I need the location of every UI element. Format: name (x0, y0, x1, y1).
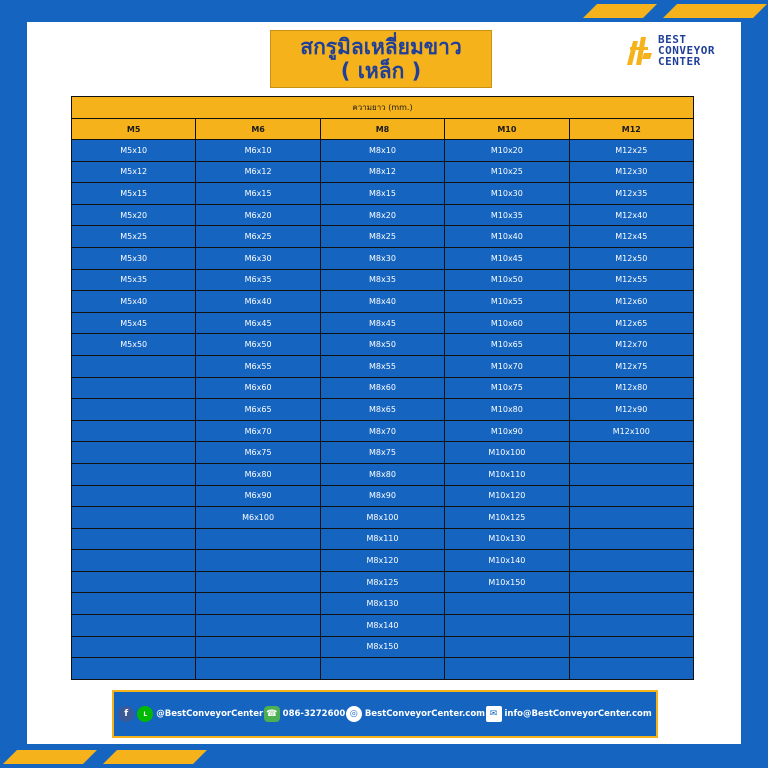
table-row (72, 204, 694, 226)
table-cell: M6x50 (196, 334, 320, 356)
table-cell: M5x12 (72, 161, 196, 183)
table-cell: M5x40 (72, 291, 196, 313)
table-row (72, 442, 694, 464)
table-cell: M8x70 (320, 420, 444, 442)
table-cell (445, 636, 569, 658)
email-contact[interactable] (486, 706, 652, 722)
column-header: M5 (72, 119, 196, 140)
table-cell: M8x110 (320, 528, 444, 550)
social-contact[interactable] (118, 706, 263, 722)
table-cell: M6x75 (196, 442, 320, 464)
social-handle: @BestConveyorCenter (156, 709, 264, 719)
table-cell (72, 485, 196, 507)
column-header: M10 (445, 119, 569, 140)
table-cell (72, 463, 196, 485)
table-cell: M6x12 (196, 161, 320, 183)
table-cell: M10x30 (445, 183, 569, 205)
table-cell: M8x20 (320, 204, 444, 226)
table-cell: M10x80 (445, 399, 569, 421)
table-cell (196, 550, 320, 572)
table-row (72, 593, 694, 615)
table-cell (569, 636, 693, 658)
table-cell: M10x130 (445, 528, 569, 550)
page-title (270, 30, 492, 88)
table-cell: M6x40 (196, 291, 320, 313)
table-cell: M12x60 (569, 291, 693, 313)
table-row (72, 550, 694, 572)
table-row (72, 615, 694, 637)
table-cell: M10x150 (445, 571, 569, 593)
table-row (72, 399, 694, 421)
title-line-1: สกรูมิลเหลี่ยมขาว (300, 35, 462, 59)
table-row (72, 269, 694, 291)
table-cell: M6x20 (196, 204, 320, 226)
table-row (72, 571, 694, 593)
table-cell: M5x25 (72, 226, 196, 248)
table-cell: M6x55 (196, 355, 320, 377)
table-cell (72, 399, 196, 421)
table-cell: M12x100 (569, 420, 693, 442)
table-cell: M6x25 (196, 226, 320, 248)
table-cell: M8x65 (320, 399, 444, 421)
table-cell: M12x35 (569, 183, 693, 205)
table-cell (196, 528, 320, 550)
phone-number: 086-3272600 (282, 709, 346, 719)
table-cell (72, 507, 196, 529)
table-cell: M6x100 (196, 507, 320, 529)
logo-text-conveyor: CONVEYOR (658, 43, 715, 57)
table-row (72, 636, 694, 658)
table-cell: M8x130 (320, 593, 444, 615)
table-cell: M8x125 (320, 571, 444, 593)
table-cell (72, 550, 196, 572)
table-row (72, 355, 694, 377)
table-row (72, 377, 694, 399)
table-cell: M12x25 (569, 140, 693, 162)
table-row (72, 334, 694, 356)
table-cell: M10x140 (445, 550, 569, 572)
stripe-decoration (103, 750, 207, 764)
table-cell: M10x55 (445, 291, 569, 313)
table-cell (569, 615, 693, 637)
table-cell: M8x50 (320, 334, 444, 356)
phone-icon: ☎ (264, 706, 280, 722)
table-cell: M12x65 (569, 312, 693, 334)
logo-text-best: BEST (658, 32, 687, 46)
table-cell (72, 615, 196, 637)
table-cell: M10x75 (445, 377, 569, 399)
table-cell (196, 593, 320, 615)
table-cell: M10x65 (445, 334, 569, 356)
globe-icon: ◎ (346, 706, 362, 722)
table-cell: M10x110 (445, 463, 569, 485)
table-cell (196, 636, 320, 658)
table-cell: M6x60 (196, 377, 320, 399)
table-cell: M8x140 (320, 615, 444, 637)
table-cell: M10x120 (445, 485, 569, 507)
table-cell: M5x50 (72, 334, 196, 356)
table-cell: M12x55 (569, 269, 693, 291)
table-cell: M8x90 (320, 485, 444, 507)
table-cell (569, 528, 693, 550)
table-cell (72, 377, 196, 399)
table-cell: M6x80 (196, 463, 320, 485)
table-cell: M5x45 (72, 312, 196, 334)
table-cell (569, 658, 693, 680)
table-cell: M6x10 (196, 140, 320, 162)
table-cell: M6x65 (196, 399, 320, 421)
facebook-icon: f (118, 706, 134, 722)
table-cell: M5x20 (72, 204, 196, 226)
table-cell (72, 420, 196, 442)
table-cell: M6x30 (196, 247, 320, 269)
phone-contact[interactable] (264, 706, 346, 722)
table-row (72, 291, 694, 313)
table-row (72, 485, 694, 507)
table-cell: M10x90 (445, 420, 569, 442)
table-cell: M10x50 (445, 269, 569, 291)
table-cell (72, 355, 196, 377)
table-cell: M8x10 (320, 140, 444, 162)
table-row (72, 312, 694, 334)
table-row (72, 507, 694, 529)
website-url: BestConveyorCenter.com (364, 709, 486, 719)
table-row (72, 420, 694, 442)
table-cell (72, 442, 196, 464)
table-cell (569, 593, 693, 615)
table-caption: ความยาว (mm.) (72, 97, 694, 119)
table-cell: M10x60 (445, 312, 569, 334)
column-header: M12 (569, 119, 693, 140)
table-cell: M6x70 (196, 420, 320, 442)
stripe-decoration (663, 4, 767, 18)
table-cell (72, 528, 196, 550)
table-row (72, 161, 694, 183)
table-cell: M12x50 (569, 247, 693, 269)
table-cell: M8x30 (320, 247, 444, 269)
table-row (72, 226, 694, 248)
title-line-2: ( เหล็ก ) (340, 59, 422, 83)
table-cell (196, 571, 320, 593)
logo-text-center: CENTER (658, 54, 701, 68)
website-contact[interactable] (346, 706, 485, 722)
table-row (72, 658, 694, 680)
table-cell: M10x25 (445, 161, 569, 183)
table-cell: M5x15 (72, 183, 196, 205)
brand-logo (624, 30, 744, 70)
table-cell: M5x35 (72, 269, 196, 291)
table-cell (569, 442, 693, 464)
table-cell: M8x120 (320, 550, 444, 572)
table-cell (72, 658, 196, 680)
table-cell: M8x12 (320, 161, 444, 183)
table-row (72, 247, 694, 269)
table-cell: M8x150 (320, 636, 444, 658)
table-cell: M10x35 (445, 204, 569, 226)
table-cell (320, 658, 444, 680)
line-icon: L (137, 706, 153, 722)
table-cell: M10x45 (445, 247, 569, 269)
table-row (72, 140, 694, 162)
table-cell (72, 636, 196, 658)
table-cell: M8x25 (320, 226, 444, 248)
stripe-decoration (3, 750, 97, 764)
table-cell (72, 571, 196, 593)
contact-footer (112, 690, 658, 738)
table-cell: M8x35 (320, 269, 444, 291)
table-cell: M6x15 (196, 183, 320, 205)
table-cell (72, 593, 196, 615)
table-cell (569, 550, 693, 572)
table-cell: M6x45 (196, 312, 320, 334)
screw-size-table (71, 96, 694, 680)
table-cell (569, 571, 693, 593)
table-cell: M10x40 (445, 226, 569, 248)
table-cell: M5x30 (72, 247, 196, 269)
table-cell: M12x30 (569, 161, 693, 183)
column-header: M6 (196, 119, 320, 140)
table-cell: M12x45 (569, 226, 693, 248)
table-cell: M10x100 (445, 442, 569, 464)
table-cell: M12x70 (569, 334, 693, 356)
table-cell: M8x80 (320, 463, 444, 485)
table-cell (445, 615, 569, 637)
table-cell (569, 485, 693, 507)
conveyor-logo-icon (624, 33, 654, 67)
email-address: info@BestConveyorCenter.com (504, 709, 652, 719)
table-cell: M8x55 (320, 355, 444, 377)
table-cell: M8x15 (320, 183, 444, 205)
table-cell (445, 658, 569, 680)
table-cell: M12x90 (569, 399, 693, 421)
table-cell (569, 507, 693, 529)
table-cell: M8x75 (320, 442, 444, 464)
table-row (72, 528, 694, 550)
table-cell: M12x75 (569, 355, 693, 377)
table-row (72, 183, 694, 205)
table-cell: M6x35 (196, 269, 320, 291)
table-cell: M6x90 (196, 485, 320, 507)
table-cell: M8x40 (320, 291, 444, 313)
table-cell: M8x45 (320, 312, 444, 334)
table-cell: M10x70 (445, 355, 569, 377)
table-cell: M12x40 (569, 204, 693, 226)
table-cell: M10x125 (445, 507, 569, 529)
table-row (72, 463, 694, 485)
table-cell (196, 658, 320, 680)
table-cell: M12x80 (569, 377, 693, 399)
table-cell: M10x20 (445, 140, 569, 162)
table-cell: M5x10 (72, 140, 196, 162)
mail-icon: ✉ (486, 706, 502, 722)
column-header: M8 (320, 119, 444, 140)
table-cell (445, 593, 569, 615)
table-cell: M8x100 (320, 507, 444, 529)
table-cell (196, 615, 320, 637)
table-cell (569, 463, 693, 485)
table-cell: M8x60 (320, 377, 444, 399)
